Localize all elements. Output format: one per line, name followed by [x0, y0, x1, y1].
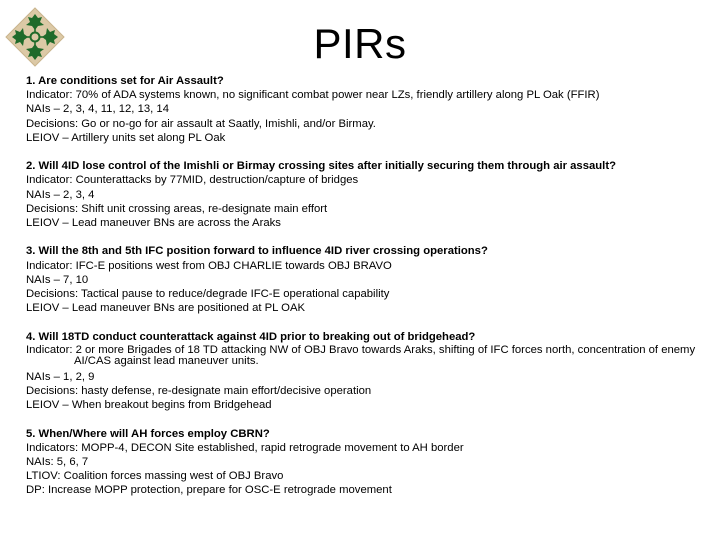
pir-nais: NAIs – 7, 10	[26, 273, 89, 286]
pir-question: 4. Will 18TD conduct counterattack against 4ID prior to breaking out of bridgehead?	[26, 330, 476, 343]
pir-indicator: Indicator: IFC-E positions west from OBJ CHARLIE towards OBJ BRAVO	[26, 259, 392, 272]
pir-decisions: Decisions: Shift unit crossing areas, re-designate main effort	[26, 202, 328, 215]
pir-leiov: LEIOV – Lead maneuver BNs are across the Araks	[26, 217, 281, 230]
pir-leiov: LEIOV – When breakout begins from Bridgehead	[26, 399, 272, 412]
pir-indicator: Indicators: MOPP-4, DECON Site established, rapid retrograde movement to AH border	[26, 441, 464, 454]
pir-decision-point: DP: Increase MOPP protection, prepare for OSC-E retrograde movement	[26, 484, 392, 497]
pir-question: 1. Are conditions set for Air Assault?	[26, 75, 224, 87]
pir-decisions: Decisions: Tactical pause to reduce/degrade IFC-E operational capability	[26, 288, 390, 301]
pir-nais: NAIs – 1, 2, 9	[26, 370, 95, 383]
pir-item-1	[26, 74, 706, 145]
pir-item-3	[26, 244, 706, 315]
pir-nais: NAIs – 2, 3, 4	[26, 188, 95, 201]
pir-indicator: Indicator: 2 or more Brigades of 18 TD attacking NW of OBJ Bravo towards Araks, shifting of IFC forces north, concentration of enemy AI/CAS against lead maneuver units.	[26, 343, 696, 368]
pir-item-2	[26, 159, 706, 230]
pir-list	[26, 74, 706, 512]
pir-indicator: Indicator: 70% of ADA systems known, no significant combat power near LZs, friendly artillery along PL Oak (FFIR)	[26, 89, 600, 102]
pir-item-5	[26, 427, 706, 498]
pir-leiov: LEIOV – Lead maneuver BNs are positioned at PL OAK	[26, 302, 306, 315]
pir-item-4	[26, 330, 706, 413]
pir-leiov: LEIOV – Artillery units set along PL Oak	[26, 131, 226, 144]
pir-question: 3. Will the 8th and 5th IFC position forward to influence 4ID river crossing operations?	[26, 245, 488, 258]
pir-indicator: Indicator: Counterattacks by 77MID, destruction/capture of bridges	[26, 174, 359, 187]
pir-nais: NAIs: 5, 6, 7	[26, 456, 89, 469]
pir-ltiov: LTIOV: Coalition forces massing west of OBJ Bravo	[26, 470, 284, 483]
pir-nais: NAIs – 2, 3, 4, 11, 12, 13, 14	[26, 103, 169, 116]
slide-title: PIRs	[313, 20, 407, 67]
pir-question: 2. Will 4ID lose control of the Imishli or Birmay crossing sites after initially securing them through air assault?	[26, 160, 616, 173]
pir-decisions: Decisions: hasty defense, re-designate main effort/decisive operation	[26, 385, 372, 398]
pir-decisions: Decisions: Go or no-go for air assault at Saatly, Imishli, and/or Birmay.	[26, 117, 376, 130]
pir-question: 5. When/Where will AH forces employ CBRN?	[26, 427, 270, 440]
